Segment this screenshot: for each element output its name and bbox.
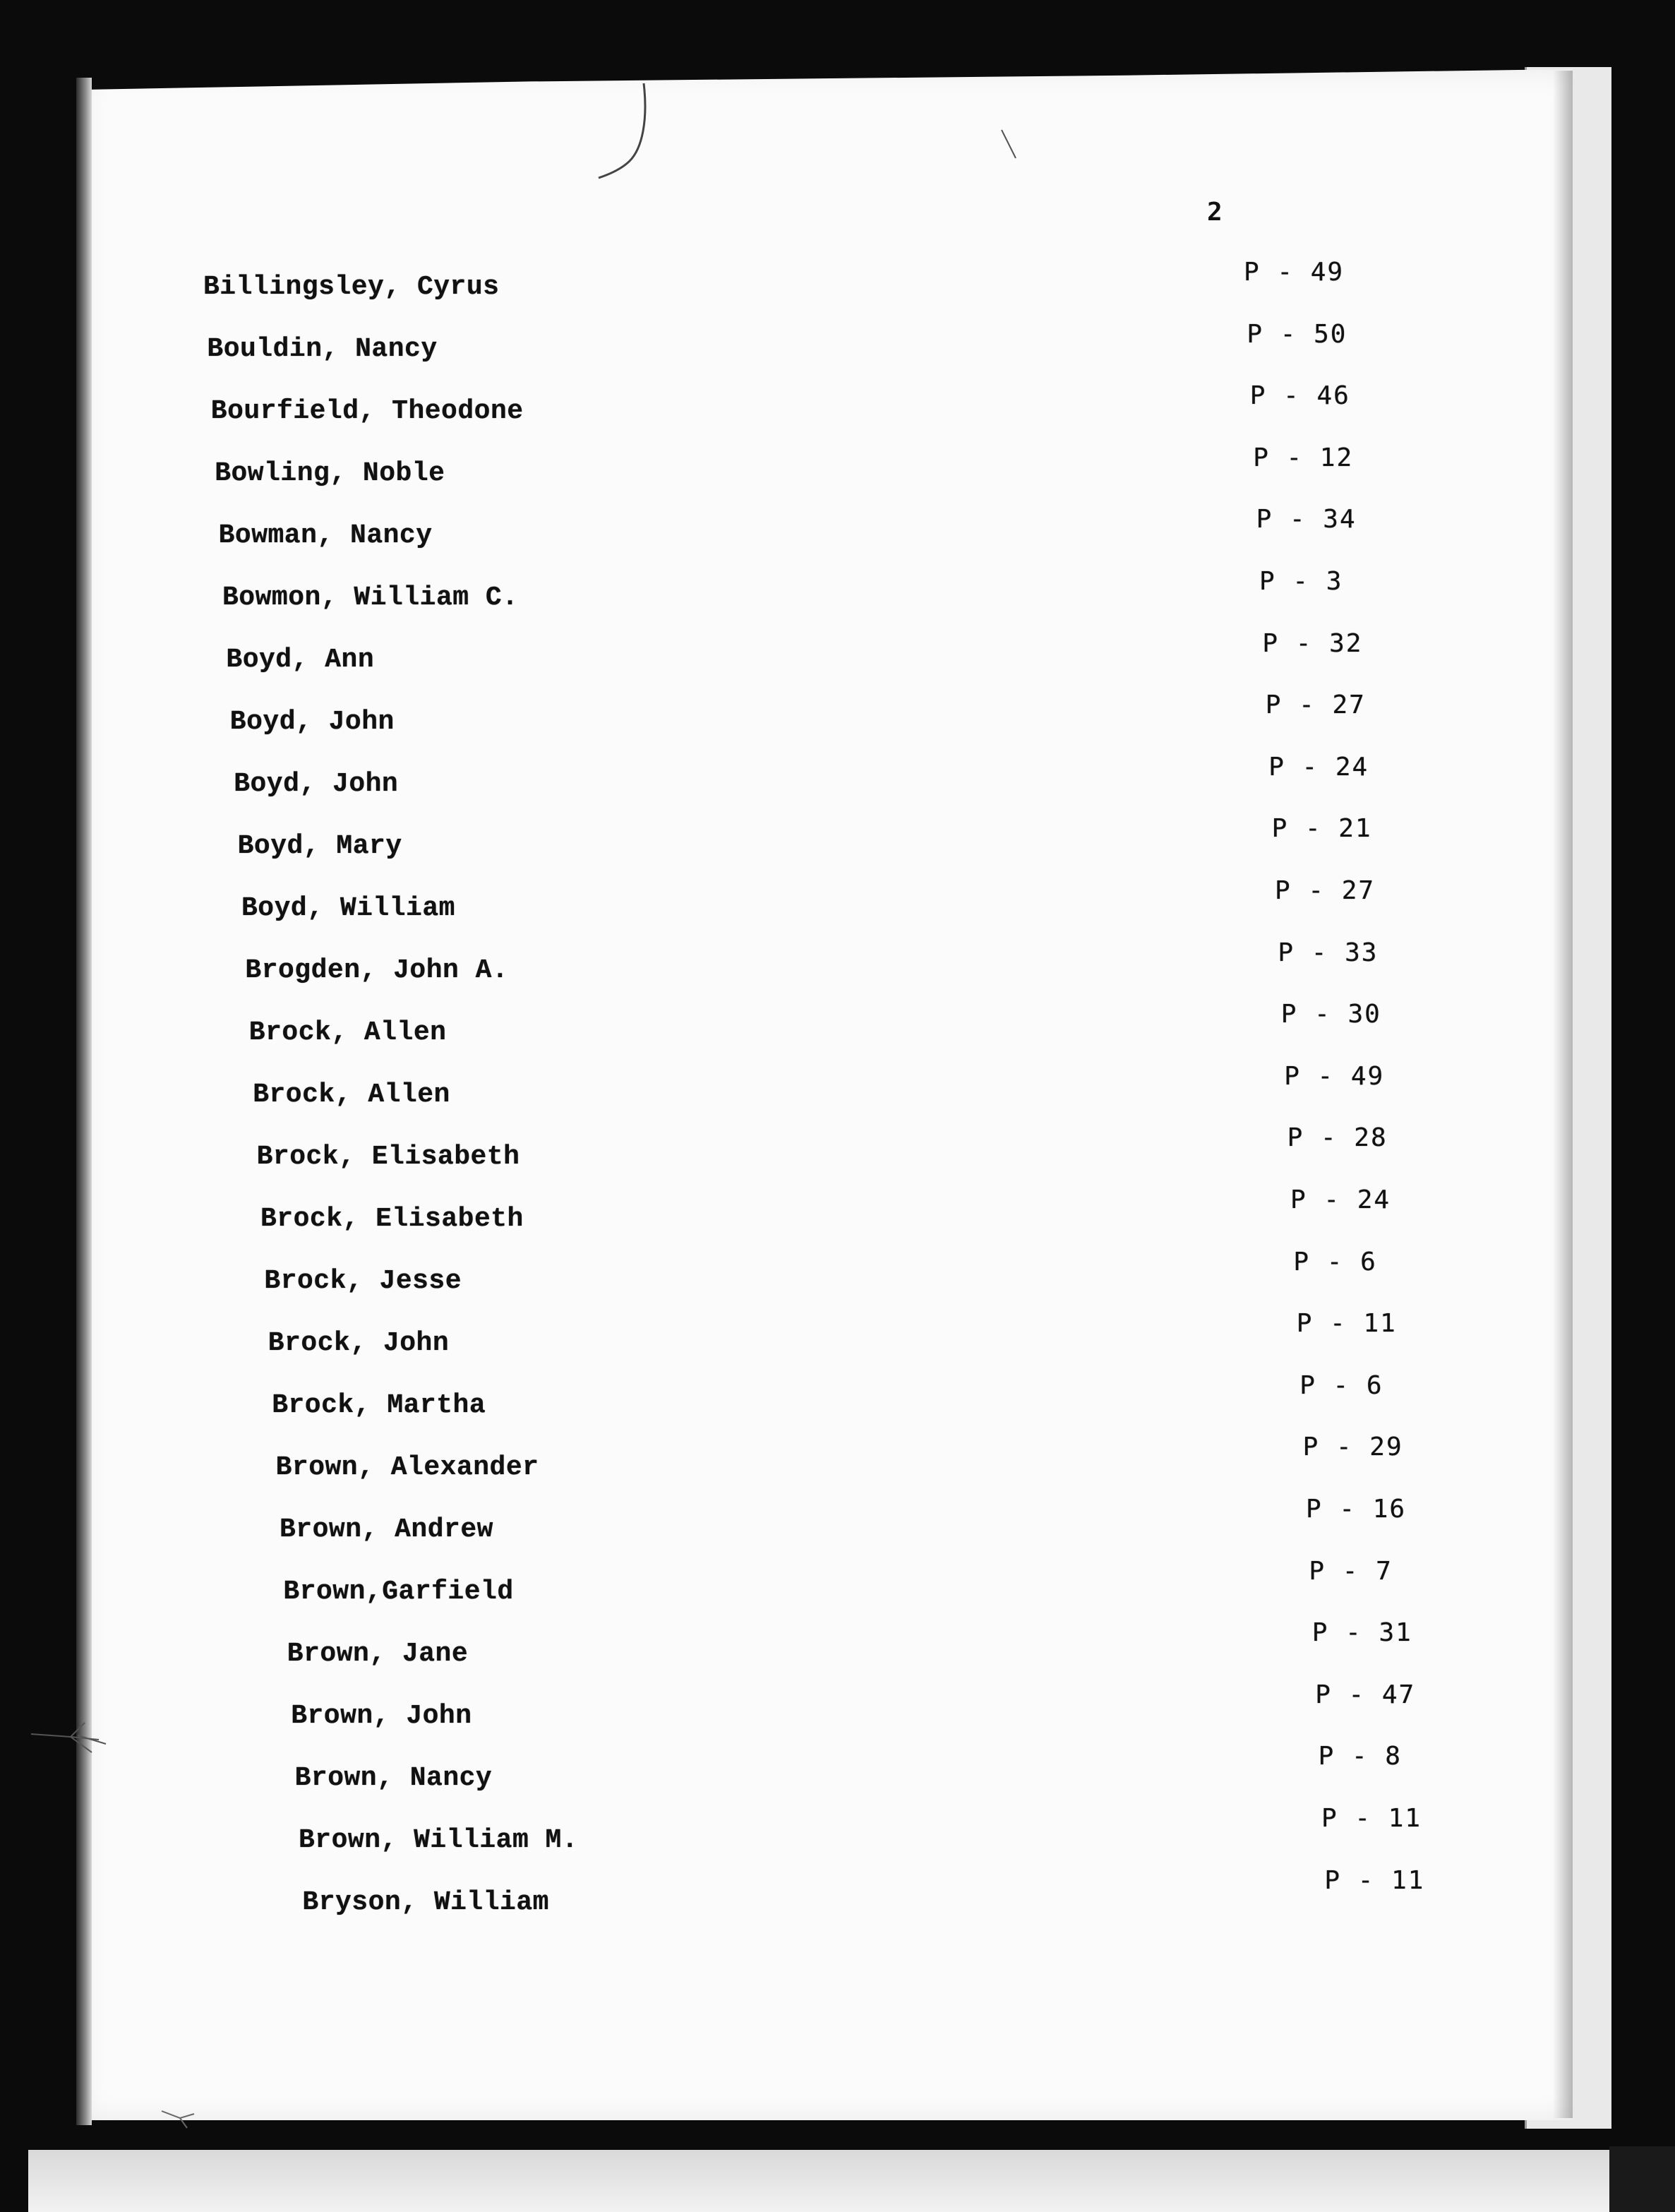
entry-page-ref: P - 27 [1265, 690, 1366, 720]
entry-name: Brock, Jesse [264, 1266, 462, 1296]
entry-page-ref: P - 50 [1247, 319, 1347, 349]
entry-page-ref: P - 47 [1315, 1680, 1416, 1709]
entry-page-ref: P - 28 [1287, 1123, 1388, 1153]
entry-page-ref: P - 30 [1280, 1000, 1381, 1029]
page-number: 2 [1207, 198, 1223, 227]
scan-corner [1609, 2146, 1675, 2212]
entry-name: Bryson, William [302, 1887, 549, 1918]
entry-page-ref: P - 34 [1256, 505, 1357, 534]
entry-name: Brogden, John A. [245, 955, 509, 986]
entry-page-ref: P - 16 [1306, 1495, 1407, 1524]
paper-fiber-mark [28, 1709, 113, 1765]
entry-page-ref: P - 11 [1296, 1309, 1397, 1339]
entry-page-ref: P - 3 [1259, 567, 1343, 596]
entry-name: Boyd, Mary [237, 831, 402, 861]
paper-scratch-mark [999, 127, 1020, 162]
entry-name: Boyd, John [234, 769, 399, 799]
entry-page-ref: P - 11 [1324, 1865, 1425, 1895]
entry-page-ref: P - 8 [1318, 1742, 1402, 1771]
entry-page-ref: P - 11 [1321, 1804, 1422, 1833]
entry-name: Bouldin, Nancy [207, 334, 438, 364]
entry-name: Brock, Martha [272, 1390, 486, 1421]
page-right-shadow [1553, 71, 1573, 2118]
next-sheet-edge [28, 2150, 1652, 2212]
paper-fiber-mark-bottom [159, 2104, 201, 2132]
entry-name: Bowmon, William C. [222, 582, 519, 613]
entry-name: Brown, Nancy [294, 1763, 493, 1793]
entry-name: Brown, Andrew [280, 1514, 493, 1545]
entry-name: Boyd, John [229, 707, 395, 737]
entry-name: Boyd, William [241, 893, 455, 923]
entry-name: Brock, John [268, 1328, 450, 1358]
entry-name: Brown,Garfield [283, 1577, 514, 1607]
entry-page-ref: P - 12 [1253, 443, 1354, 472]
entry-page-ref: P - 49 [1244, 258, 1345, 287]
entry-page-ref: P - 7 [1309, 1556, 1393, 1586]
entry-page-ref: P - 46 [1249, 381, 1350, 411]
entry-page-ref: P - 21 [1271, 814, 1372, 844]
entry-name: Brock, Allen [253, 1080, 450, 1110]
entry-name: Bowling, Noble [215, 458, 445, 489]
entry-name: Billingsley, Cyrus [203, 272, 500, 302]
entry-page-ref: P - 31 [1311, 1618, 1412, 1648]
page-left-edge [76, 78, 92, 2125]
entry-page-ref: P - 49 [1284, 1061, 1385, 1091]
entry-name: Brock, Allen [248, 1017, 447, 1048]
entry-name: Brock, Elisabeth [256, 1142, 520, 1172]
paper-crease-mark [593, 78, 649, 184]
entry-page-ref: P - 33 [1278, 938, 1379, 967]
entry-page-ref: P - 6 [1299, 1370, 1383, 1400]
entry-name: Brown, John [291, 1701, 472, 1731]
entry-page-ref: P - 32 [1262, 628, 1363, 658]
entry-page-ref: P - 6 [1293, 1247, 1377, 1277]
entry-name: Bourfield, Theodone [210, 396, 524, 426]
entry-name: Brown, Jane [287, 1639, 469, 1669]
entry-name: Brown, Alexander [275, 1452, 539, 1483]
entry-page-ref: P - 24 [1290, 1185, 1391, 1214]
entry-page-ref: P - 27 [1275, 876, 1376, 905]
entry-name: Brock, Elisabeth [260, 1204, 524, 1234]
entry-name: Boyd, Ann [226, 645, 375, 675]
entry-name: Brown, William M. [299, 1825, 579, 1855]
entry-page-ref: P - 29 [1302, 1433, 1403, 1462]
entry-name: Bowman, Nancy [218, 520, 433, 551]
entry-page-ref: P - 24 [1268, 752, 1369, 782]
